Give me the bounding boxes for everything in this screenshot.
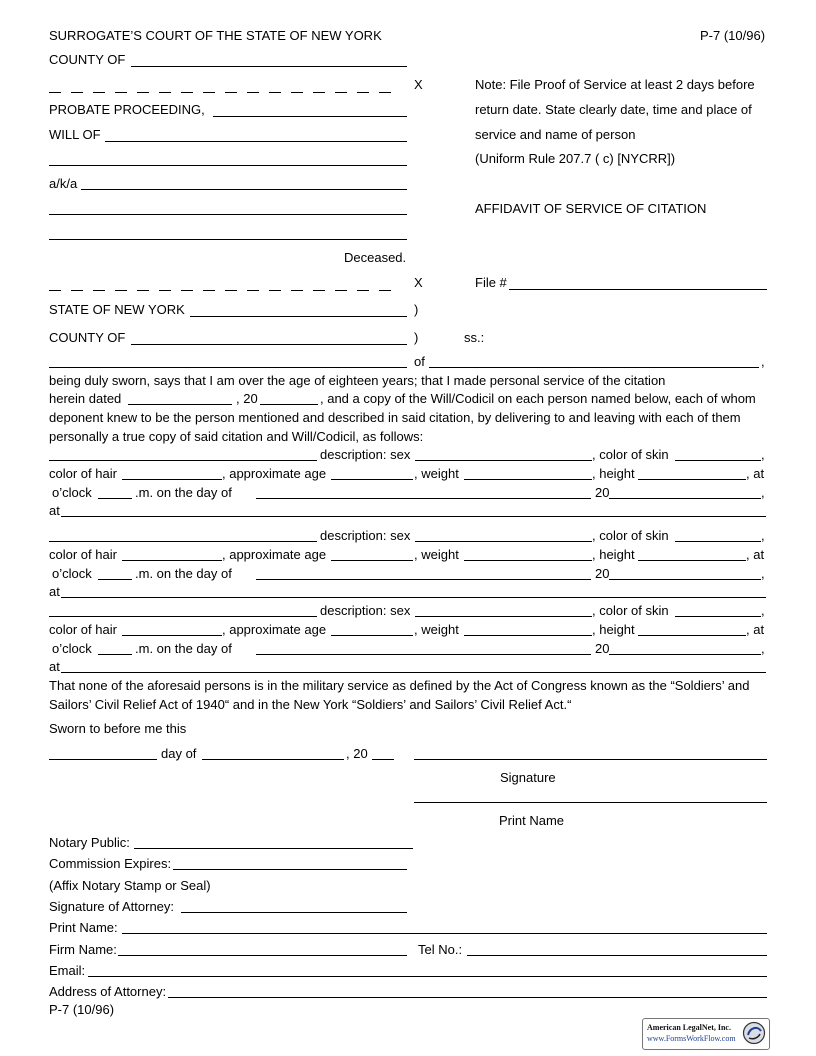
person-1-height-label: , height [592, 466, 635, 481]
person-3-weight-label: , weight [414, 622, 459, 637]
person-2-day-field[interactable] [256, 579, 591, 580]
person-3-weight-field[interactable] [464, 635, 592, 636]
person-1-sex-label: description: sex [320, 447, 411, 462]
military-line-1: That none of the aforesaid persons is in the military service as defined by the Act of Congress known as the “Soldiers’ and [49, 678, 750, 693]
firm-name-field[interactable] [118, 955, 407, 956]
person-3-at-end: , at [746, 622, 765, 637]
person-1-day-label: .m. on the day of [135, 485, 232, 500]
footer-form-number: P-7 (10/96) [49, 1002, 115, 1017]
aka-field-3[interactable] [49, 239, 407, 240]
person-2-twenty: 20 [595, 566, 610, 581]
person-3-oclock-label: o’clock [52, 641, 92, 656]
person-2-weight-field[interactable] [464, 560, 592, 561]
x-mark-2: X [414, 275, 423, 290]
email-label: Email: [49, 963, 86, 978]
aka-field-2[interactable] [49, 214, 407, 215]
person-3-height-label: , height [592, 622, 635, 637]
person-3-comma-2: , [761, 641, 765, 656]
notary-public-label: Notary Public: [49, 835, 130, 850]
person-2-age-label: , approximate age [222, 547, 327, 562]
person-2-comma: , [761, 528, 765, 543]
sworn-label: Sworn to before me this [49, 721, 187, 736]
jurat-twenty: , 20 [346, 746, 368, 761]
sworn-month-field[interactable] [202, 759, 344, 760]
person-2-height-label: , height [592, 547, 635, 562]
person-3-name-field[interactable] [49, 616, 317, 617]
person-3-day-field[interactable] [256, 654, 591, 655]
file-number-label: File # [475, 275, 507, 290]
person-2-skin-field[interactable] [675, 541, 761, 542]
person-3-at-label: at [49, 659, 60, 674]
body-line-4: personally a true copy of said citation and Will/Codicil, as follows: [49, 429, 424, 444]
ss-label: ss.: [464, 330, 485, 345]
court-heading: SURROGATE’S COURT OF THE STATE OF NEW YORK [49, 28, 382, 43]
person-3-time-field[interactable] [98, 654, 132, 655]
attorney-address-label: Address of Attorney: [49, 984, 167, 999]
body-line-1: being duly sworn, says that I am over the age of eighteen years; that I made personal service of the citation [49, 373, 666, 388]
commission-label: Commission Expires: [49, 856, 172, 871]
sworn-year-field[interactable] [372, 759, 394, 760]
person-3-height-field[interactable] [638, 635, 746, 636]
person-3-skin-label: , color of skin [592, 603, 669, 618]
body-line-2-end: , and a copy of the Will/Codicil on each person named below, each of whom [320, 391, 756, 406]
person-2-at-end: , at [746, 547, 765, 562]
person-2-age-field[interactable] [331, 560, 413, 561]
person-2-weight-label: , weight [414, 547, 459, 562]
deponent-address-field[interactable] [429, 367, 759, 368]
county-field[interactable] [131, 66, 407, 67]
person-3-comma: , [761, 603, 765, 618]
globe-icon [742, 1021, 766, 1045]
person-1-hair-label: color of hair [49, 466, 117, 481]
person-3-place-field[interactable] [61, 672, 766, 673]
person-1-comma: , [761, 447, 765, 462]
note-line-3: service and name of person [475, 127, 636, 142]
attorney-print-name-field[interactable] [122, 933, 767, 934]
signature-label: Signature [500, 770, 556, 785]
person-1-year-field[interactable] [609, 498, 761, 499]
attorney-signature-field[interactable] [181, 912, 407, 913]
person-2-sex-field[interactable] [415, 541, 592, 542]
person-1-day-field[interactable] [256, 498, 591, 499]
day-of-label: day of [161, 746, 197, 761]
attorney-print-name-label: Print Name: [49, 920, 118, 935]
person-2-height-field[interactable] [638, 560, 746, 561]
person-1-age-field[interactable] [331, 479, 413, 480]
person-1-place-field[interactable] [61, 516, 766, 517]
person-3-hair-field[interactable] [122, 635, 222, 636]
person-2-place-field[interactable] [61, 597, 766, 598]
paren-2: ) [414, 330, 419, 345]
person-1-comma-2: , [761, 485, 765, 500]
person-1-hair-field[interactable] [122, 479, 222, 480]
person-3-hair-label: color of hair [49, 622, 117, 637]
deponent-name-field[interactable] [49, 367, 407, 368]
venue-county-field[interactable] [131, 344, 407, 345]
attorney-signature-label: Signature of Attorney: [49, 899, 175, 914]
probate-label: PROBATE PROCEEDING, [49, 102, 205, 117]
aka-label: a/k/a [49, 176, 78, 191]
citation-date-field[interactable] [128, 404, 232, 405]
print-name-line[interactable] [414, 802, 767, 803]
attorney-address-field[interactable] [168, 997, 767, 998]
person-3-skin-field[interactable] [675, 616, 761, 617]
person-2-at-label: at [49, 584, 60, 599]
of-label: of [414, 354, 425, 369]
person-3-age-label: , approximate age [222, 622, 327, 637]
person-2-time-field[interactable] [98, 579, 132, 580]
email-field[interactable] [88, 976, 767, 977]
person-1-oclock-label: o’clock [52, 485, 92, 500]
body-line-3: deponent knew to be the person mentioned and described in said citation, by delivering to and leaving with each of them [49, 410, 741, 425]
tel-label: Tel No.: [418, 942, 463, 957]
person-2-sex-label: description: sex [320, 528, 411, 543]
county-label: COUNTY OF [49, 52, 126, 67]
body-line-2-start: herein dated [49, 391, 122, 406]
note-line-2: return date. State clearly date, time and place of [475, 102, 752, 117]
state-field[interactable] [190, 316, 407, 317]
person-1-age-label: , approximate age [222, 466, 327, 481]
file-number-field[interactable] [509, 289, 767, 290]
person-1-weight-label: , weight [414, 466, 459, 481]
person-3-sex-label: description: sex [320, 603, 411, 618]
person-1-weight-field[interactable] [464, 479, 592, 480]
will-of-label: WILL OF [49, 127, 101, 142]
x-mark: X [414, 77, 423, 92]
military-line-2: Sailors’ Civil Relief Act of 1940“ and in the New York “Soldiers’ and Sailors’ Civil Relief Act.“ [49, 697, 572, 712]
state-label: STATE OF NEW YORK [49, 302, 185, 317]
person-3-sex-field[interactable] [415, 616, 592, 617]
venue-county-label: COUNTY OF [49, 330, 126, 345]
person-1-at-end: , at [746, 466, 765, 481]
person-1-skin-label: , color of skin [592, 447, 669, 462]
person-2-hair-field[interactable] [122, 560, 222, 561]
tel-field[interactable] [467, 955, 767, 956]
person-1-at-label: at [49, 503, 60, 518]
probate-field[interactable] [213, 116, 407, 117]
paren-1: ) [414, 302, 419, 317]
will-of-field-2[interactable] [49, 165, 407, 166]
note-line-4: (Uniform Rule 207.7 ( c) [NYCRR]) [475, 151, 676, 166]
commission-field[interactable] [173, 869, 407, 870]
publisher-logo[interactable] [642, 1018, 770, 1050]
logo-name: American LegalNet, Inc. [647, 1023, 731, 1032]
person-2-year-field[interactable] [609, 579, 761, 580]
person-2-name-field[interactable] [49, 541, 317, 542]
person-1-skin-field[interactable] [675, 460, 761, 461]
note-line-1: Note: File Proof of Service at least 2 days before [475, 77, 755, 92]
logo-url: www.FormsWorkFlow.com [647, 1034, 736, 1043]
comma: , [761, 354, 765, 369]
deceased-label: Deceased. [344, 250, 407, 265]
person-1-time-field[interactable] [98, 498, 132, 499]
citation-year-field[interactable] [260, 404, 318, 405]
person-2-day-label: .m. on the day of [135, 566, 232, 581]
person-1-height-field[interactable] [638, 479, 746, 480]
affix-stamp-label: (Affix Notary Stamp or Seal) [49, 878, 211, 893]
person-2-comma-2: , [761, 566, 765, 581]
person-2-oclock-label: o’clock [52, 566, 92, 581]
person-1-name-field[interactable] [49, 460, 317, 461]
sworn-day-field[interactable] [49, 759, 157, 760]
print-name-label: Print Name [499, 813, 565, 828]
person-1-sex-field[interactable] [415, 460, 592, 461]
signature-line[interactable] [414, 759, 767, 760]
person-3-twenty: 20 [595, 641, 610, 656]
form-number: P-7 (10/96) [700, 28, 766, 43]
person-2-hair-label: color of hair [49, 547, 117, 562]
will-of-field[interactable] [105, 141, 407, 142]
person-3-year-field[interactable] [609, 654, 761, 655]
person-2-skin-label: , color of skin [592, 528, 669, 543]
aka-field[interactable] [81, 189, 407, 190]
notary-public-field[interactable] [134, 848, 413, 849]
firm-name-label: Firm Name: [49, 942, 117, 957]
body-line-2-year: , 20 [236, 391, 258, 406]
person-3-age-field[interactable] [331, 635, 413, 636]
person-3-day-label: .m. on the day of [135, 641, 232, 656]
person-1-twenty: 20 [595, 485, 610, 500]
affidavit-title: AFFIDAVIT OF SERVICE OF CITATION [475, 201, 707, 216]
